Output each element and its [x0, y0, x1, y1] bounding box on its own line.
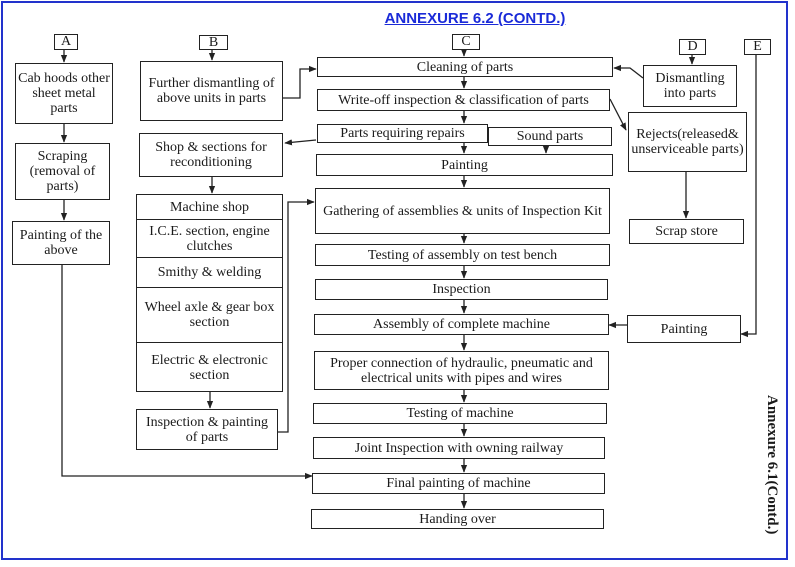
box-write-off: Write-off inspection & classification of parts — [317, 89, 610, 111]
box-gathering: Gathering of assemblies & units of Inspection Kit — [315, 188, 610, 234]
box-rejects: Rejects(released& unserviceable parts) — [628, 112, 747, 172]
box-inspection-painting-parts: Inspection & painting of parts — [136, 409, 278, 450]
section-machine-shop: Machine shop — [137, 195, 282, 220]
column-tag-e: E — [744, 39, 771, 55]
box-parts-requiring-repairs: Parts requiring repairs — [317, 124, 488, 143]
section-smithy-welding: Smithy & welding — [137, 258, 282, 288]
box-final-painting: Final painting of machine — [312, 473, 605, 494]
box-cab-hoods: Cab hoods other sheet metal parts — [15, 63, 113, 124]
box-assembly: Assembly of complete machine — [314, 314, 609, 335]
box-dismantling: Dismantling into parts — [643, 65, 737, 107]
box-testing-machine: Testing of machine — [313, 403, 607, 424]
box-painting-a: Painting of the above — [12, 221, 110, 265]
box-cleaning: Cleaning of parts — [317, 57, 613, 77]
side-annexure-label: Annexure 6.1(Contd.) — [764, 395, 780, 535]
box-reconditioning-sections — [136, 194, 283, 392]
section-ice-engine: I.C.E. section, engine clutches — [137, 220, 282, 258]
section-wheel-axle: Wheel axle & gear box section — [137, 288, 282, 343]
box-sound-parts: Sound parts — [488, 127, 612, 146]
box-inspection: Inspection — [315, 279, 608, 300]
box-scraping: Scraping (removal of parts) — [15, 143, 110, 200]
column-tag-a: A — [54, 34, 78, 50]
section-electric: Electric & electronic section — [151, 353, 268, 383]
column-tag-d: D — [679, 39, 706, 55]
box-connection: Proper connection of hydraulic, pneumatic and electrical units with pipes and wires — [314, 351, 609, 390]
box-painting-c: Painting — [316, 154, 613, 176]
box-shop-sections: Shop & sections for reconditioning — [139, 133, 283, 177]
column-tag-c: C — [452, 34, 480, 50]
box-joint-inspection: Joint Inspection with owning railway — [313, 437, 605, 459]
box-scrap-store: Scrap store — [629, 219, 744, 244]
box-handing-over: Handing over — [311, 509, 604, 529]
box-painting-e: Painting — [627, 315, 741, 343]
box-testing-bench: Testing of assembly on test bench — [315, 244, 610, 266]
column-tag-b: B — [199, 35, 228, 50]
page-title: ANNEXURE 6.2 (CONTD.) — [384, 10, 566, 27]
box-further-dismantling: Further dismantling of above units in parts — [140, 61, 283, 121]
